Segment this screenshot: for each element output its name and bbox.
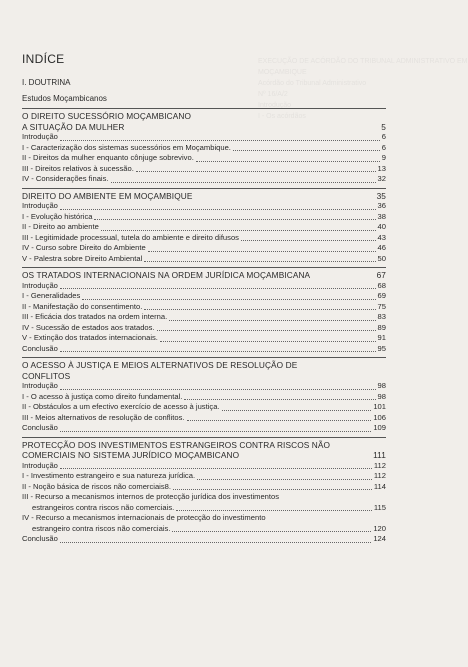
entry-page-number: 91: [377, 333, 386, 342]
entry-label: III - Meios alternativos de resolução de conflitos.: [22, 412, 185, 422]
section-title: [22, 371, 386, 382]
toc-entry-continuation: [22, 503, 386, 514]
section-title-text: A SITUAÇÃO DA MULHER: [22, 121, 125, 132]
leader-dots: [196, 161, 380, 162]
entry-page-number: 43: [377, 232, 386, 242]
toc-entry: [22, 254, 386, 265]
entry-page-number: 124: [373, 534, 386, 543]
entry-label: II - Manifestação do consentimento.: [22, 301, 143, 311]
part-heading: I. DOUTRINA: [22, 78, 71, 87]
entry-page-number: 98: [377, 381, 386, 390]
section-divider: [22, 437, 386, 438]
entry-page-number: 75: [377, 301, 386, 311]
toc-entry: [22, 174, 386, 185]
entry-page-number: 36: [377, 201, 386, 210]
leader-dots: [60, 288, 376, 289]
entry-page-number: 9: [381, 153, 386, 162]
entry-label: I - Evolução histórica: [22, 211, 93, 221]
toc-section: [22, 267, 386, 354]
entry-label: III - Recurso a mecanismos internos de protecção jurídica dos investimentos: [22, 492, 280, 501]
leader-dots: [148, 251, 376, 252]
entry-page-number: 38: [377, 211, 386, 221]
leader-dots: [173, 489, 372, 490]
bleed-line: EXECUÇÃO DE ACÓRDÃO DO TRIBUNAL ADMINISTRATIVO EM: [258, 58, 468, 65]
toc-entry: [22, 392, 386, 403]
leader-dots: [60, 431, 371, 432]
section-title-text: CONFLITOS: [22, 370, 71, 381]
leader-dots: [60, 209, 376, 210]
leader-dots: [60, 140, 380, 141]
page-title: INDÍCE: [22, 52, 65, 66]
leader-dots: [187, 420, 372, 421]
entry-page-number: 6: [381, 142, 386, 152]
entry-label: III - Direitos relativos à sucessão.: [22, 163, 134, 173]
leader-dots: [241, 240, 376, 241]
entry-label: IV - Recurso a mecanismos internacionais de protecção do investimento: [22, 513, 266, 522]
leader-dots: [176, 510, 372, 511]
toc-section: [22, 108, 386, 185]
entry-label: Introdução: [22, 132, 58, 141]
leader-dots: [157, 330, 376, 331]
toc-entry: [22, 492, 386, 503]
entry-page-number: 32: [377, 174, 386, 183]
toc-entry: [22, 302, 386, 313]
section-page-number: 111: [373, 450, 386, 460]
section-title-text: COMERCIAIS NO SISTEMA JURÍDICO MOÇAMBICANO: [22, 450, 240, 460]
toc-entry: [22, 212, 386, 223]
toc-entry: [22, 413, 386, 424]
leader-dots: [60, 351, 376, 352]
entry-label: III - Legitimidade processual, tutela do ambiente e direito difusos: [22, 232, 239, 242]
entry-page-number: 46: [377, 243, 386, 252]
section-page-number: 35: [376, 190, 386, 201]
toc-entry: [22, 312, 386, 323]
entry-page-number: 13: [377, 163, 386, 173]
section-title-text: DIREITO DO AMBIENTE EM MOÇAMBIQUE: [22, 190, 193, 201]
section-title: [22, 191, 386, 202]
toc-entry: [22, 233, 386, 244]
entry-label: Introdução: [22, 460, 58, 470]
toc-entry: [22, 143, 386, 154]
section-title: [22, 122, 386, 133]
section-title: [22, 111, 386, 122]
entry-page-number: 109: [373, 423, 386, 432]
entry-page-number: 120: [373, 523, 386, 533]
section-title-text: OS TRATADOS INTERNACIONAIS NA ORDEM JURÍDICA MOÇAMBICANA: [22, 270, 311, 280]
section-title: [22, 360, 386, 371]
section-title: [22, 440, 386, 451]
entry-page-number: 112: [373, 460, 386, 470]
leader-dots: [233, 150, 380, 151]
entry-label: II - Direito ao ambiente: [22, 222, 99, 231]
entry-label: III - Eficácia dos tratados na ordem interna.: [22, 312, 168, 321]
bleed-line: MOÇAMBIQUE: [258, 69, 307, 76]
section-title-text: O DIREITO SUCESSÓRIO MOÇAMBICANO: [22, 111, 192, 121]
entry-page-number: 112: [373, 471, 386, 480]
toc-entry: [22, 164, 386, 175]
leader-dots: [101, 230, 376, 231]
entry-label: Conclusão: [22, 534, 58, 543]
entry-page-number: 106: [373, 412, 386, 422]
entry-label: I - O acesso à justiça como direito fundamental.: [22, 391, 183, 401]
leader-dots: [94, 219, 375, 220]
toc-section: [22, 437, 386, 545]
section-divider: [22, 357, 386, 358]
entry-label: II - Noção básica de riscos não comerciais8.: [22, 481, 171, 491]
toc-entry: [22, 381, 386, 392]
leader-dots: [160, 341, 376, 342]
toc-section: [22, 357, 386, 434]
leader-dots: [222, 410, 372, 411]
leader-dots: [82, 299, 375, 300]
entry-label: V - Extinção dos tratados internacionais.: [22, 333, 158, 342]
entry-page-number: 98: [377, 391, 386, 401]
entry-page-number: 68: [377, 280, 386, 290]
leader-dots: [60, 468, 372, 469]
section-divider: [22, 188, 386, 189]
toc-entry: [22, 402, 386, 413]
entry-page-number: 40: [377, 222, 386, 231]
entry-label: IV - Considerações finais.: [22, 174, 109, 183]
entry-page-number: 69: [377, 291, 386, 300]
toc-entry: [22, 153, 386, 164]
table-of-contents: [22, 52, 386, 545]
leader-dots: [172, 531, 371, 532]
entry-label: II - Direitos da mulher enquanto cônjuge sobrevivo.: [22, 153, 194, 162]
toc-section: [22, 188, 386, 265]
entry-label: Introdução: [22, 201, 58, 210]
entry-label: I - Caracterização dos sistemas sucessórios em Moçambique.: [22, 142, 231, 152]
bleed-line: I - Os acórdãos: [258, 113, 306, 120]
entry-page-number: 95: [377, 343, 386, 353]
toc-entry: [22, 471, 386, 482]
entry-page-number: 101: [373, 402, 386, 411]
toc-entry: [22, 243, 386, 254]
entry-label: Introdução: [22, 381, 58, 390]
entry-label: IV - Sucessão de estados aos tratados.: [22, 322, 155, 332]
entry-page-number: 89: [377, 322, 386, 332]
toc-entry: [22, 513, 386, 524]
toc-entry-continuation: [22, 524, 386, 535]
entry-page-number: 50: [377, 253, 386, 263]
toc-entry: [22, 201, 386, 212]
section-page-number: 5: [381, 121, 386, 132]
section-divider: [22, 108, 386, 109]
entry-label: I - Generalidades: [22, 291, 81, 300]
toc-entry: [22, 333, 386, 344]
toc-sections: [22, 108, 386, 545]
leader-dots: [169, 320, 375, 321]
subpart-heading: Estudos Moçambicanos: [22, 94, 107, 103]
leader-dots: [111, 182, 376, 183]
entry-label: II - Obstáculos a um efectivo exercício de acesso à justiça.: [22, 402, 220, 411]
bleed-line: Introdução: [258, 102, 292, 109]
entry-label: I - Investimento estrangeiro e sua natureza jurídica.: [22, 471, 196, 480]
leader-dots: [197, 479, 372, 480]
entry-page-number: 83: [377, 312, 386, 321]
toc-entry: [22, 291, 386, 302]
entry-page-number: 114: [373, 481, 386, 491]
leader-dots: [184, 399, 375, 400]
toc-entry: [22, 461, 386, 472]
entry-label: Conclusão: [22, 423, 58, 432]
section-divider: [22, 267, 386, 268]
leader-dots: [60, 542, 371, 543]
section-title-text: PROTECÇÃO DOS INVESTIMENTOS ESTRANGEIROS CONTRA RISCOS NÃO: [22, 439, 331, 450]
toc-entry: [22, 482, 386, 493]
leader-dots: [136, 171, 376, 172]
section-title-text: O ACESSO À JUSTIÇA E MEIOS ALTERNATIVOS DE RESOLUÇÃO DE: [22, 360, 298, 370]
toc-entry: [22, 222, 386, 233]
bleed-line: Acórdão do Tribunal Administrativo: [258, 80, 367, 87]
toc-entry: [22, 323, 386, 334]
entry-label-continued: estrangeiro contra riscos não comerciais.: [32, 523, 171, 533]
entry-label: Introdução: [22, 280, 58, 290]
entry-label: V - Palestra sobre Direito Ambiental: [22, 253, 143, 263]
toc-entry: [22, 132, 386, 143]
toc-entry: [22, 344, 386, 355]
toc-entry: [22, 281, 386, 292]
bleed-line: Nº 16/A/2: [258, 91, 288, 98]
entry-page-number: 115: [373, 502, 386, 512]
section-title: [22, 270, 386, 281]
leader-dots: [60, 389, 376, 390]
toc-entry: [22, 534, 386, 545]
section-page-number: 67: [376, 270, 386, 280]
entry-label: IV - Curso sobre Direito do Ambiente: [22, 243, 146, 252]
leader-dots: [144, 261, 375, 262]
entry-page-number: 6: [381, 132, 386, 141]
toc-entry: [22, 423, 386, 434]
entry-label: Conclusão: [22, 343, 58, 353]
section-title: [22, 450, 386, 461]
entry-label-continued: estrangeiros contra riscos não comerciais.: [32, 502, 175, 512]
leader-dots: [144, 309, 375, 310]
